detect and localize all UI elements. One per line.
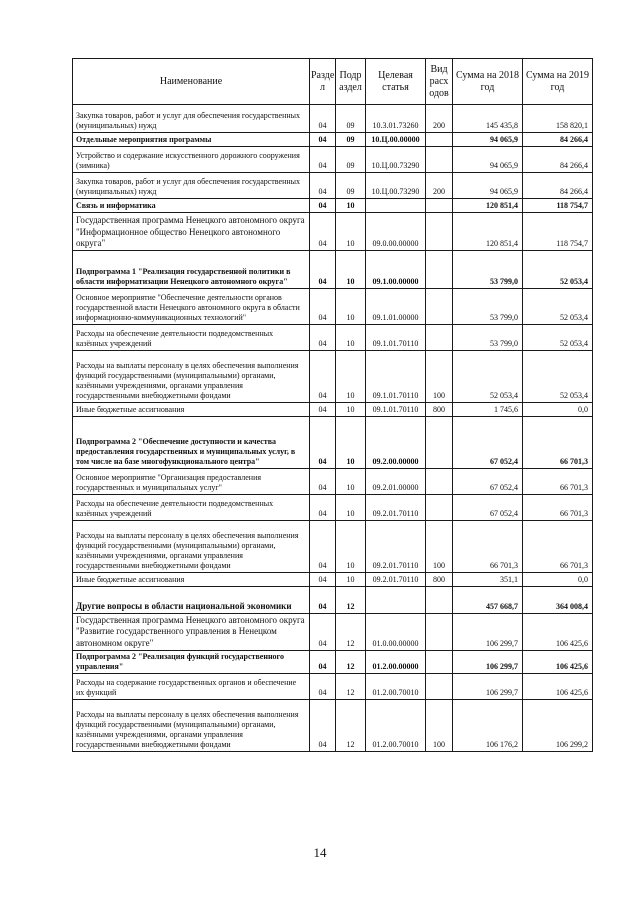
table-row [73,289,593,325]
cell-expense-type [426,587,453,614]
cell-name: Другие вопросы в области национальной экономики [73,587,310,614]
cell-sum-2018: 351,1 [453,573,523,587]
cell-sum-2018: 120 851,4 [453,199,523,213]
cell-sum-2018: 53 799,0 [453,325,523,351]
cell-target-article: 01.2.00.70010 [366,673,426,699]
cell-podrazdel: 10 [336,289,366,325]
cell-sum-2019: 52 053,4 [523,289,593,325]
cell-name: Расходы на выплаты персоналу в целях обеспечения выполнения функций государственными (муниципальными) органами, казёнными учреждениями, органами управления государственными внебюджетными фондами [73,521,310,573]
cell-sum-2019: 106 425,6 [523,650,593,673]
cell-expense-type [426,417,453,469]
cell-podrazdel: 09 [336,173,366,199]
table-row [73,105,593,133]
cell-sum-2018: 94 065,9 [453,173,523,199]
cell-target-article: 10.Ц.00.73290 [366,147,426,173]
table-row [73,699,593,751]
cell-expense-type [426,251,453,289]
cell-expense-type [426,133,453,147]
cell-podrazdel: 12 [336,650,366,673]
cell-target-article [366,587,426,614]
cell-sum-2018: 67 052,4 [453,417,523,469]
header-sum-2019: Сумма на 2019 год [523,59,593,105]
cell-sum-2018: 106 176,2 [453,699,523,751]
table-row [73,417,593,469]
cell-sum-2019: 364 008,4 [523,587,593,614]
cell-razdel: 04 [310,199,336,213]
table-row [73,199,593,213]
cell-sum-2018: 67 052,4 [453,495,523,521]
cell-target-article: 09.0.00.00000 [366,213,426,251]
cell-sum-2019: 118 754,7 [523,199,593,213]
table-row [73,403,593,417]
cell-expense-type [426,614,453,651]
cell-razdel: 04 [310,105,336,133]
table-row [73,573,593,587]
cell-razdel: 04 [310,251,336,289]
cell-name: Закупка товаров, работ и услуг для обеспечения государственных (муниципальных) нужд [73,173,310,199]
header-razdel: Разде л [310,59,336,105]
cell-razdel: 04 [310,403,336,417]
cell-name: Иные бюджетные ассигнования [73,573,310,587]
cell-podrazdel: 10 [336,403,366,417]
table-row [73,351,593,403]
cell-podrazdel: 09 [336,133,366,147]
header-expense-type: Вид расх одов [426,59,453,105]
table-row [73,587,593,614]
cell-expense-type [426,213,453,251]
cell-name: Устройство и содержание искусственного дорожного сооружения (зимника) [73,147,310,173]
table-row [73,133,593,147]
table-row [73,650,593,673]
cell-expense-type [426,495,453,521]
cell-name: Расходы на выплаты персоналу в целях обеспечения выполнения функций государственными (муниципальными) органами, казёнными учреждениями, органами управления государственными внебюджетными фондами [73,351,310,403]
cell-razdel: 04 [310,495,336,521]
cell-name: Государственная программа Ненецкого автономного округа "Развитие государственного управления в Ненецком автономном округе" [73,614,310,651]
cell-razdel: 04 [310,213,336,251]
cell-sum-2019: 84 266,4 [523,147,593,173]
cell-podrazdel: 12 [336,587,366,614]
cell-podrazdel: 10 [336,521,366,573]
cell-name: Основное мероприятие "Организация предоставления государственных и муниципальных услуг" [73,469,310,495]
cell-expense-type: 100 [426,521,453,573]
cell-expense-type: 800 [426,573,453,587]
cell-name: Отдельные мероприятия программы [73,133,310,147]
table-row [73,614,593,651]
cell-razdel: 04 [310,673,336,699]
cell-name: Подпрограмма 2 "Обеспечение доступности и качества предоставления государственных и муниципальных услуг, в том числе на базе многофункционального центра" [73,417,310,469]
cell-podrazdel: 09 [336,105,366,133]
cell-sum-2019: 66 701,3 [523,469,593,495]
cell-sum-2018: 106 299,7 [453,673,523,699]
cell-podrazdel: 10 [336,199,366,213]
cell-name: Расходы на обеспечение деятельности подведомственных казённых учреждений [73,495,310,521]
cell-sum-2019: 106 425,6 [523,673,593,699]
cell-razdel: 04 [310,133,336,147]
cell-target-article: 09.1.00.00000 [366,251,426,289]
cell-target-article: 09.1.01.70110 [366,325,426,351]
cell-razdel: 04 [310,699,336,751]
table-row [73,673,593,699]
cell-sum-2019: 52 053,4 [523,351,593,403]
cell-sum-2019: 0,0 [523,403,593,417]
table-row [73,521,593,573]
table-header-row [73,59,593,105]
cell-podrazdel: 10 [336,351,366,403]
table-row [73,213,593,251]
cell-target-article: 01.0.00.00000 [366,614,426,651]
cell-sum-2018: 94 065,9 [453,147,523,173]
budget-table [72,58,593,752]
table-row [73,325,593,351]
cell-expense-type [426,147,453,173]
table-row [73,469,593,495]
cell-name: Подпрограмма 2 "Реализация функций государственного управления" [73,650,310,673]
cell-sum-2018: 120 851,4 [453,213,523,251]
cell-razdel: 04 [310,351,336,403]
cell-podrazdel: 12 [336,699,366,751]
cell-razdel: 04 [310,417,336,469]
cell-podrazdel: 12 [336,614,366,651]
cell-sum-2019: 66 701,3 [523,495,593,521]
header-sum-2018: Сумма на 2018 год [453,59,523,105]
cell-sum-2018: 106 299,7 [453,614,523,651]
cell-expense-type [426,325,453,351]
cell-sum-2018: 145 435,8 [453,105,523,133]
cell-razdel: 04 [310,573,336,587]
cell-expense-type: 100 [426,699,453,751]
cell-name: Расходы на содержание государственных органов и обеспечение их функций [73,673,310,699]
cell-expense-type [426,289,453,325]
cell-razdel: 04 [310,325,336,351]
cell-podrazdel: 10 [336,573,366,587]
cell-podrazdel: 10 [336,251,366,289]
table-row [73,251,593,289]
cell-target-article: 01.2.00.70010 [366,699,426,751]
cell-sum-2019: 118 754,7 [523,213,593,251]
cell-podrazdel: 10 [336,213,366,251]
cell-target-article: 09.2.00.00000 [366,417,426,469]
cell-name: Расходы на обеспечение деятельности подведомственных казённых учреждений [73,325,310,351]
cell-target-article: 09.2.01.70110 [366,573,426,587]
cell-sum-2019: 84 266,4 [523,173,593,199]
cell-expense-type [426,469,453,495]
cell-sum-2018: 66 701,3 [453,521,523,573]
cell-target-article: 09.2.01.70110 [366,521,426,573]
cell-expense-type: 800 [426,403,453,417]
cell-sum-2018: 457 668,7 [453,587,523,614]
cell-sum-2019: 66 701,3 [523,521,593,573]
cell-sum-2019: 0,0 [523,573,593,587]
header-name: Наименование [73,59,310,105]
cell-podrazdel: 10 [336,495,366,521]
cell-sum-2019: 106 299,2 [523,699,593,751]
cell-expense-type [426,199,453,213]
cell-sum-2018: 53 799,0 [453,289,523,325]
cell-name: Закупка товаров, работ и услуг для обеспечения государственных (муниципальных) нужд [73,105,310,133]
cell-target-article: 09.1.01.70110 [366,403,426,417]
cell-razdel: 04 [310,650,336,673]
cell-sum-2019: 106 425,6 [523,614,593,651]
cell-expense-type: 200 [426,173,453,199]
cell-sum-2018: 67 052,4 [453,469,523,495]
cell-expense-type [426,650,453,673]
cell-target-article: 10.Ц.00.73290 [366,173,426,199]
cell-razdel: 04 [310,521,336,573]
table-row [73,173,593,199]
cell-razdel: 04 [310,289,336,325]
header-podrazdel: Подр аздел [336,59,366,105]
cell-sum-2018: 1 745,6 [453,403,523,417]
cell-razdel: 04 [310,147,336,173]
cell-name: Иные бюджетные ассигнования [73,403,310,417]
page-number: 14 [313,845,327,860]
cell-sum-2018: 106 299,7 [453,650,523,673]
cell-podrazdel: 09 [336,147,366,173]
cell-podrazdel: 10 [336,417,366,469]
cell-expense-type: 100 [426,351,453,403]
table-row [73,495,593,521]
cell-razdel: 04 [310,469,336,495]
cell-target-article: 09.1.01.00000 [366,289,426,325]
cell-sum-2018: 52 053,4 [453,351,523,403]
cell-sum-2019: 52 053,4 [523,251,593,289]
cell-razdel: 04 [310,614,336,651]
cell-sum-2019: 158 820,1 [523,105,593,133]
cell-sum-2018: 94 065,9 [453,133,523,147]
cell-expense-type: 200 [426,105,453,133]
header-target-article: Целевая статья [366,59,426,105]
cell-name: Расходы на выплаты персоналу в целях обеспечения выполнения функций государственными (муниципальными) органами, казёнными учреждениями, органами управления государственными внебюджетными фондами [73,699,310,751]
cell-name: Связь и информатика [73,199,310,213]
cell-target-article [366,199,426,213]
cell-razdel: 04 [310,587,336,614]
cell-podrazdel: 10 [336,325,366,351]
cell-name: Подпрограмма 1 "Реализация государственной политики в области информатизации Ненецкого автономного округа" [73,251,310,289]
cell-sum-2019: 52 053,4 [523,325,593,351]
cell-sum-2019: 84 266,4 [523,133,593,147]
cell-target-article: 01.2.00.00000 [366,650,426,673]
cell-sum-2019: 66 701,3 [523,417,593,469]
table-row [73,147,593,173]
cell-name: Государственная программа Ненецкого автономного округа "Информационное общество Ненецкого автономного округа" [73,213,310,251]
cell-target-article: 09.1.01.70110 [366,351,426,403]
cell-expense-type [426,673,453,699]
cell-podrazdel: 12 [336,673,366,699]
cell-sum-2018: 53 799,0 [453,251,523,289]
cell-razdel: 04 [310,173,336,199]
cell-target-article: 10.3.01.73260 [366,105,426,133]
cell-podrazdel: 10 [336,469,366,495]
cell-target-article: 09.2.01.00000 [366,469,426,495]
cell-target-article: 09.2.01.70110 [366,495,426,521]
cell-name: Основное мероприятие "Обеспечение деятельности органов государственной власти Ненецкого автономного округа в области информационно-коммуникационных технологий" [73,289,310,325]
cell-target-article: 10.Ц.00.00000 [366,133,426,147]
